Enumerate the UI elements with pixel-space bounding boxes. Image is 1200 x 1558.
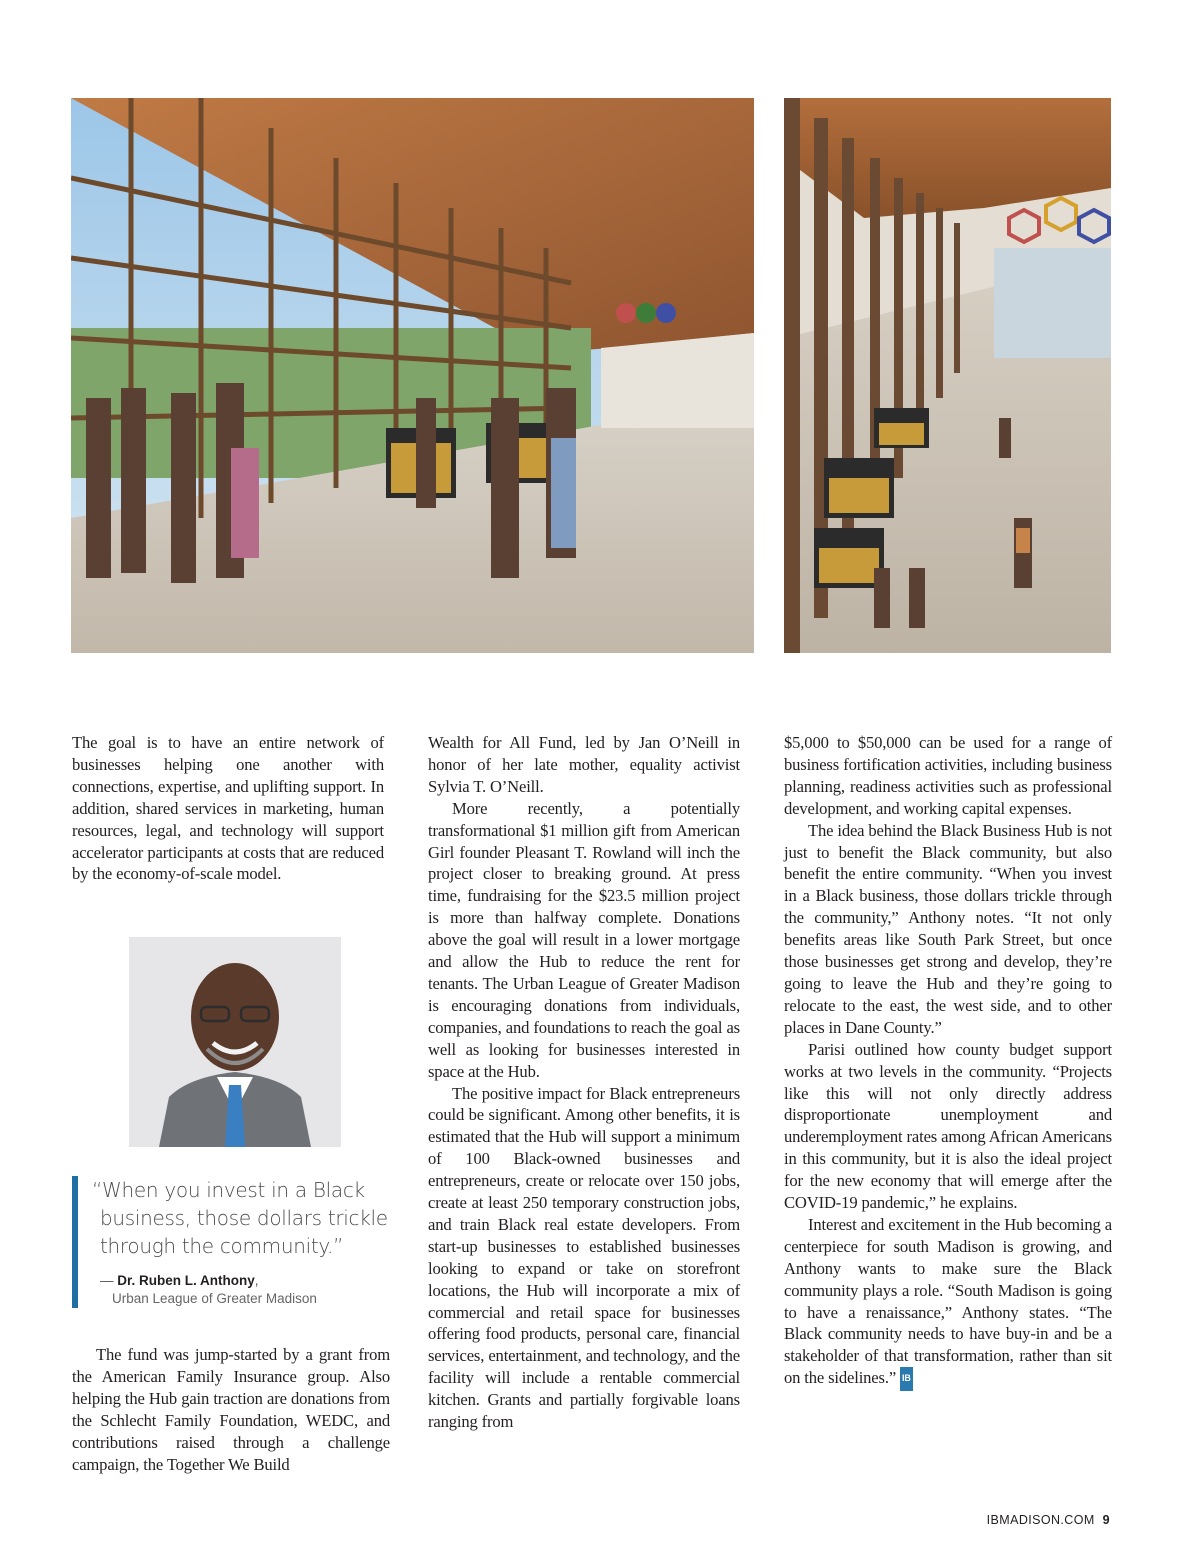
page-number: 9 xyxy=(1102,1513,1110,1527)
article-paragraph: More recently, a potentially transformational $1 million gift from American Girl founder Pleasant T. Rowland will inch the project closer to breaking ground. At press time, fundraising for the $23.5 million project is more than halfway complete. Donations above the goal will result in a lower mortgage and allow the Hub to reduce the rent for tenants. The Urban League of Greater Madison is encouraging donations from individuals, companies, and foundations to reach the goal as well as looking for businesses interested in space at the Hub. xyxy=(428,798,740,1081)
article-paragraph-final xyxy=(784,1214,1112,1391)
attribution-dash: — xyxy=(100,1273,118,1288)
end-mark-icon: IB xyxy=(900,1367,913,1391)
footer-site: IBMADISON.COM xyxy=(986,1513,1095,1527)
final-paragraph-text: Interest and excitement in the Hub becoming a centerpiece for south Madison is growing, and Anthony wants to make sure the Black community plays a role. “South Madison is going to have a renaissance,” Anthony states. “The Black community needs to have buy-in and be a stakeholder of that transformation, rather than sit on the sidelines.” xyxy=(784,1214,1112,1388)
overhead-rendering-illustration xyxy=(784,98,1111,653)
article-paragraph: The fund was jump-started by a grant from the American Family Insurance group. Also helping the Hub gain traction are donations from the Schlecht Family Foundation, WEDC, and contributions raised through a challenge campaign, the Together We Build xyxy=(72,1345,390,1474)
attribution-name: Dr. Ruben L. Anthony xyxy=(117,1273,255,1288)
article-paragraph: The idea behind the Black Business Hub is not just to benefit the Black community, but also benefit the entire community. “When you invest in a Black business, those dollars trickle through the community,” Anthony notes. “It not only benefits areas like South Park Street, but once those businesses get strong and develop, they’re going to leave the Hub and they’re going to relocate to the east, the west side, and to other places in Dane County.” xyxy=(784,820,1112,1037)
article-paragraph: $5,000 to $50,000 can be used for a range of business fortification activities, including business planning, readiness activities such as professional development, and working capital expenses. xyxy=(784,733,1112,818)
article-paragraph: The positive impact for Black entrepreneurs could be significant. Among other benefits, it is estimated that the Hub will support a minimum of 100 Black-owned businesses and entrepreneurs, create or relocate over 150 jobs, create at least 250 temporary construction jobs, and train Black real estate developers. From start-up businesses to established businesses looking to expand or take on storefront locations, the Hub will incorporate a mix of commercial and retail space for businesses offering food products, personal care, financial services, entertainment, and technology, and the facility will include a rentable commercial kitchen. Grants and partially forgivable loans ranging from xyxy=(428,1083,740,1432)
portrait-photo xyxy=(129,937,341,1147)
pull-quote-line: business, those dollars trickle xyxy=(100,1206,388,1230)
article-column-3 xyxy=(784,732,1112,1391)
attribution-organization: Urban League of Greater Madison xyxy=(112,1291,317,1306)
article-paragraph: Parisi outlined how county budget support works at two levels in the community. “Projects like this will not only directly address disproportionate unemployment and underemployment rates among African Americans in this community, but it is also the ideal project for the new economy that will emerge after the COVID-19 pandemic,” he explains. xyxy=(784,1039,1112,1213)
overhead-rendering-image xyxy=(784,98,1111,653)
article-paragraph: Wealth for All Fund, led by Jan O’Neill in honor of her late mother, equality activist Sylvia T. O’Neill. xyxy=(428,733,740,796)
pull-quote-line: through the community.” xyxy=(100,1234,344,1258)
pull-quote-line: “When you invest in a Black xyxy=(92,1178,365,1202)
article-column-1-continued xyxy=(72,1344,390,1475)
article-column-2 xyxy=(428,732,740,1433)
atrium-rendering-illustration xyxy=(71,98,754,653)
pull-quote-text xyxy=(92,1176,392,1260)
portrait-illustration xyxy=(129,937,341,1147)
article-column-1 xyxy=(72,732,384,885)
page-footer xyxy=(987,1513,1110,1527)
pull-quote-attribution xyxy=(92,1272,392,1308)
attribution-comma: , xyxy=(254,1273,259,1288)
atrium-rendering-image xyxy=(71,98,754,653)
article-paragraph: The goal is to have an entire network of businesses helping one another with connections, expertise, and uplifting support. In addition, shared services in marketing, human resources, legal, and technology will support accelerator participants at costs that are reduced by the economy-of-scale model. xyxy=(72,733,384,884)
pull-quote xyxy=(72,1176,392,1308)
